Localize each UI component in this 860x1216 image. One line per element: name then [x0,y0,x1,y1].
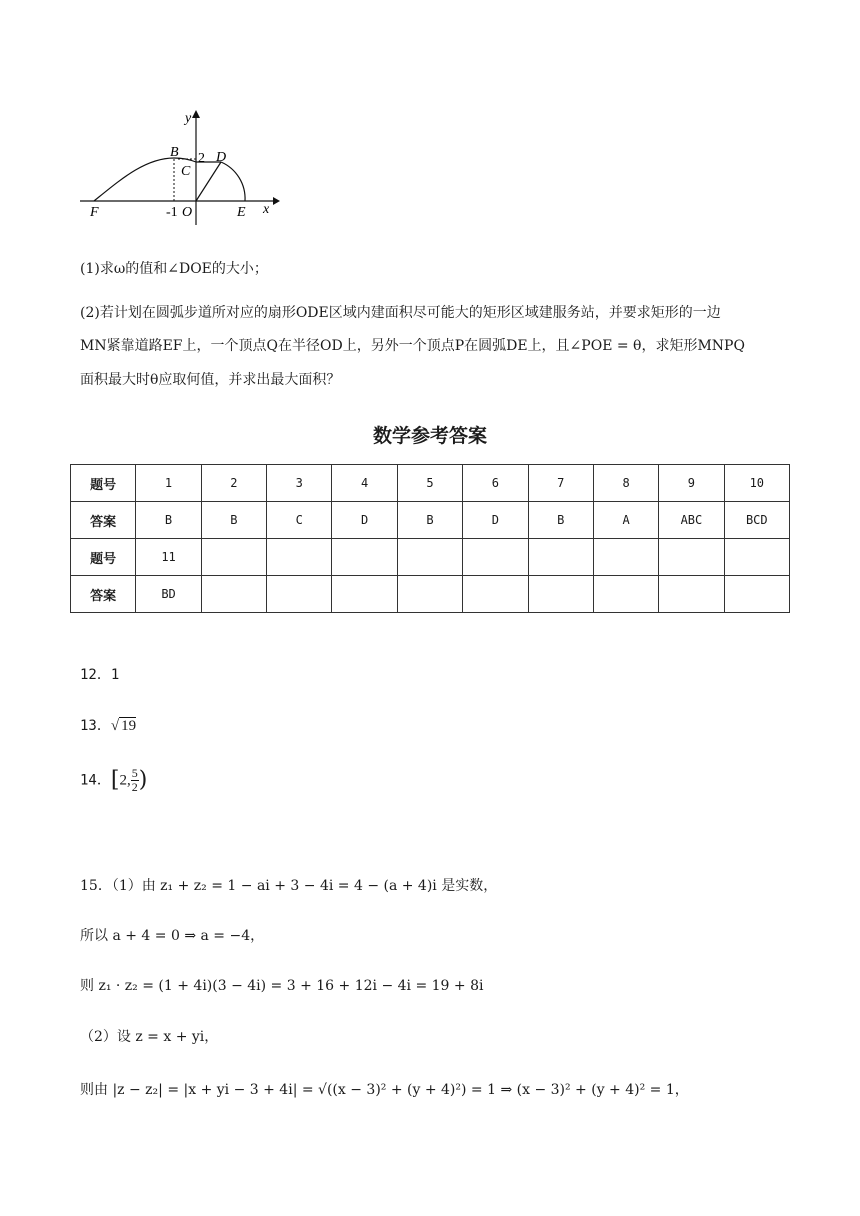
fraction [131,767,139,794]
label-b: B [170,145,179,160]
label-neg1: -1 [166,205,178,220]
table-cell [267,539,332,576]
answer-title: 数学参考答案 [372,425,487,447]
sqrt-sign: √ [110,718,120,734]
table-row [71,502,790,539]
label-d: D [216,150,227,165]
table-cell: 11 [136,539,201,576]
table-cell: BCD [724,502,789,539]
table-cell [332,576,397,613]
segment-od [196,162,221,201]
question-2-line-3: 面积最大时θ应取何值，并求出最大面积？ [80,372,341,388]
table-row [71,539,790,576]
answer-13-value: 19 [121,718,137,734]
table-cell: 4 [332,465,397,502]
x-axis-arrow [273,197,280,205]
bracket-left: [ [110,767,120,793]
fraction-denominator: 2 [131,780,138,794]
table-cell [332,539,397,576]
table-cell [528,539,593,576]
answer-14-lower: 2, [119,772,131,789]
table-cell: 3 [267,465,332,502]
answer-12-number: 12． [80,667,111,683]
answer-table [70,464,790,613]
table-cell: A [593,502,658,539]
table-row [71,576,790,613]
table-cell [267,576,332,613]
table-cell: B [397,502,462,539]
table-cell: 9 [659,465,724,502]
table-cell [724,576,789,613]
answer-14-number: 14． [80,772,111,789]
answer-15-line-5: 则由 |z − z₂| = |x + yi − 3 + 4i| = √((x − 3)² + (y + 4)²) = 1 ⇒ (x − 3)² + (y + 4)² = 1， [80,1082,689,1098]
table-cell: D [463,502,528,539]
table-cell [201,576,266,613]
table-cell: 6 [463,465,528,502]
question-2-line-1: (2)若计划在圆弧步道所对应的扇形ODE区域内建面积尽可能大的矩形区域建服务站，并要求矩形的一边 [80,305,721,321]
answer-14 [80,767,147,794]
table-cell [593,539,658,576]
table-cell: 1 [136,465,201,502]
row-label: 答案 [71,576,136,613]
table-cell: D [332,502,397,539]
table-cell: 5 [397,465,462,502]
answer-15-line-1: 15．（1）由 z₁ + z₂ = 1 − ai + 3 − 4i = 4 − (a + 4)i 是实数， [80,878,498,894]
question-2-line-2: MN紧靠道路EF上，一个顶点Q在半径OD上，另外一个顶点P在圆弧DE上，且∠POE = θ，求矩形MNPQ [80,338,745,354]
bracket-right: ) [138,767,148,793]
table-cell [463,539,528,576]
table-cell [201,539,266,576]
label-x: x [263,202,270,217]
y-axis-arrow [192,110,200,118]
label-f: F [90,205,99,220]
label-y: y [185,111,192,126]
table-cell [659,539,724,576]
row-label: 题号 [71,539,136,576]
table-cell [724,539,789,576]
answer-13-number: 13． [80,718,111,734]
question-1: (1)求ω的值和∠DOE的大小； [80,261,268,277]
table-cell: B [201,502,266,539]
table-row [71,465,790,502]
table-cell [397,539,462,576]
row-label: 题号 [71,465,136,502]
table-cell: 10 [724,465,789,502]
row-label: 答案 [71,502,136,539]
table-cell: C [267,502,332,539]
answer-13 [80,716,136,736]
table-cell: BD [136,576,201,613]
table-cell: B [136,502,201,539]
table-cell: B [528,502,593,539]
table-cell [593,576,658,613]
table-cell: ABC [659,502,724,539]
answer-15-line-3: 则 z₁ · z₂ = (1 + 4i)(3 − 4i) = 3 + 16 + 12i − 4i = 19 + 8i [80,978,484,994]
table-cell [528,576,593,613]
label-c: C [181,164,191,179]
graph-figure [70,100,290,230]
table-cell [463,576,528,613]
table-cell: 8 [593,465,658,502]
label-e: E [237,205,246,220]
answer-15-line-4: （2）设 z = x + yi， [80,1029,219,1045]
table-cell [659,576,724,613]
answer-12 [80,665,119,685]
answer-15-line-2: 所以 a + 4 = 0 ⇒ a = −4， [80,928,265,944]
fraction-numerator: 5 [131,766,138,780]
label-o: O [182,205,193,220]
table-cell: 7 [528,465,593,502]
label-2: 2 [198,151,205,166]
table-cell [397,576,462,613]
table-cell: 2 [201,465,266,502]
answer-12-value: 1 [110,667,120,683]
arc-de [221,162,245,201]
